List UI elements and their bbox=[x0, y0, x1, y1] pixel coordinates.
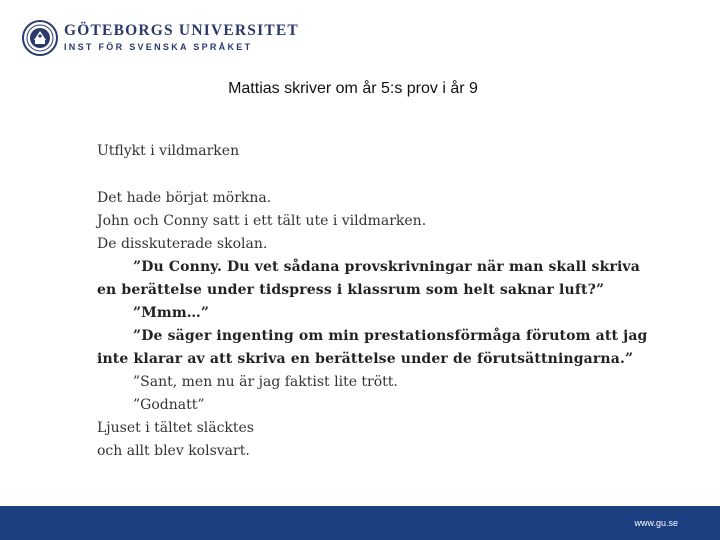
story-line: Det hade börjat mörkna. bbox=[97, 190, 272, 206]
story-line: en berättelse under tidspress i klassrum som helt saknar luft?” bbox=[97, 282, 605, 298]
university-seal-icon bbox=[22, 20, 58, 56]
story-heading: Utflykt i vildmarken bbox=[97, 143, 240, 159]
story-line: och allt blev kolsvart. bbox=[97, 443, 250, 459]
story-line: ”De säger ingenting om min prestationsförmåga förutom att jag bbox=[133, 328, 648, 344]
slide-title: Mattias skriver om år 5:s prov i år 9 bbox=[228, 80, 478, 97]
spacer bbox=[97, 163, 627, 187]
footer-url: www.gu.se bbox=[634, 518, 678, 528]
story-line: ”Godnatt” bbox=[133, 397, 205, 413]
story-line: ”Sant, men nu är jag faktist lite trött. bbox=[133, 374, 398, 390]
story-line: Ljuset i tältet släcktes bbox=[97, 420, 254, 436]
story-line: ”Du Conny. Du vet sådana provskrivningar när man skall skriva bbox=[133, 259, 640, 275]
story-text bbox=[97, 140, 648, 463]
university-name: GÖTEBORGS UNIVERSITET bbox=[64, 22, 299, 39]
story-line: John och Conny satt i ett tält ute i vildmarken. bbox=[97, 213, 427, 229]
story-line: De disskuterade skolan. bbox=[97, 236, 268, 252]
footer-bar bbox=[0, 506, 720, 540]
story-line: ”Mmm…” bbox=[133, 305, 210, 321]
university-logo bbox=[22, 20, 299, 56]
department-name: INST FÖR SVENSKA SPRÅKET bbox=[64, 42, 253, 52]
story-line: inte klarar av att skriva en berättelse under de förutsättningarna.” bbox=[97, 351, 634, 367]
